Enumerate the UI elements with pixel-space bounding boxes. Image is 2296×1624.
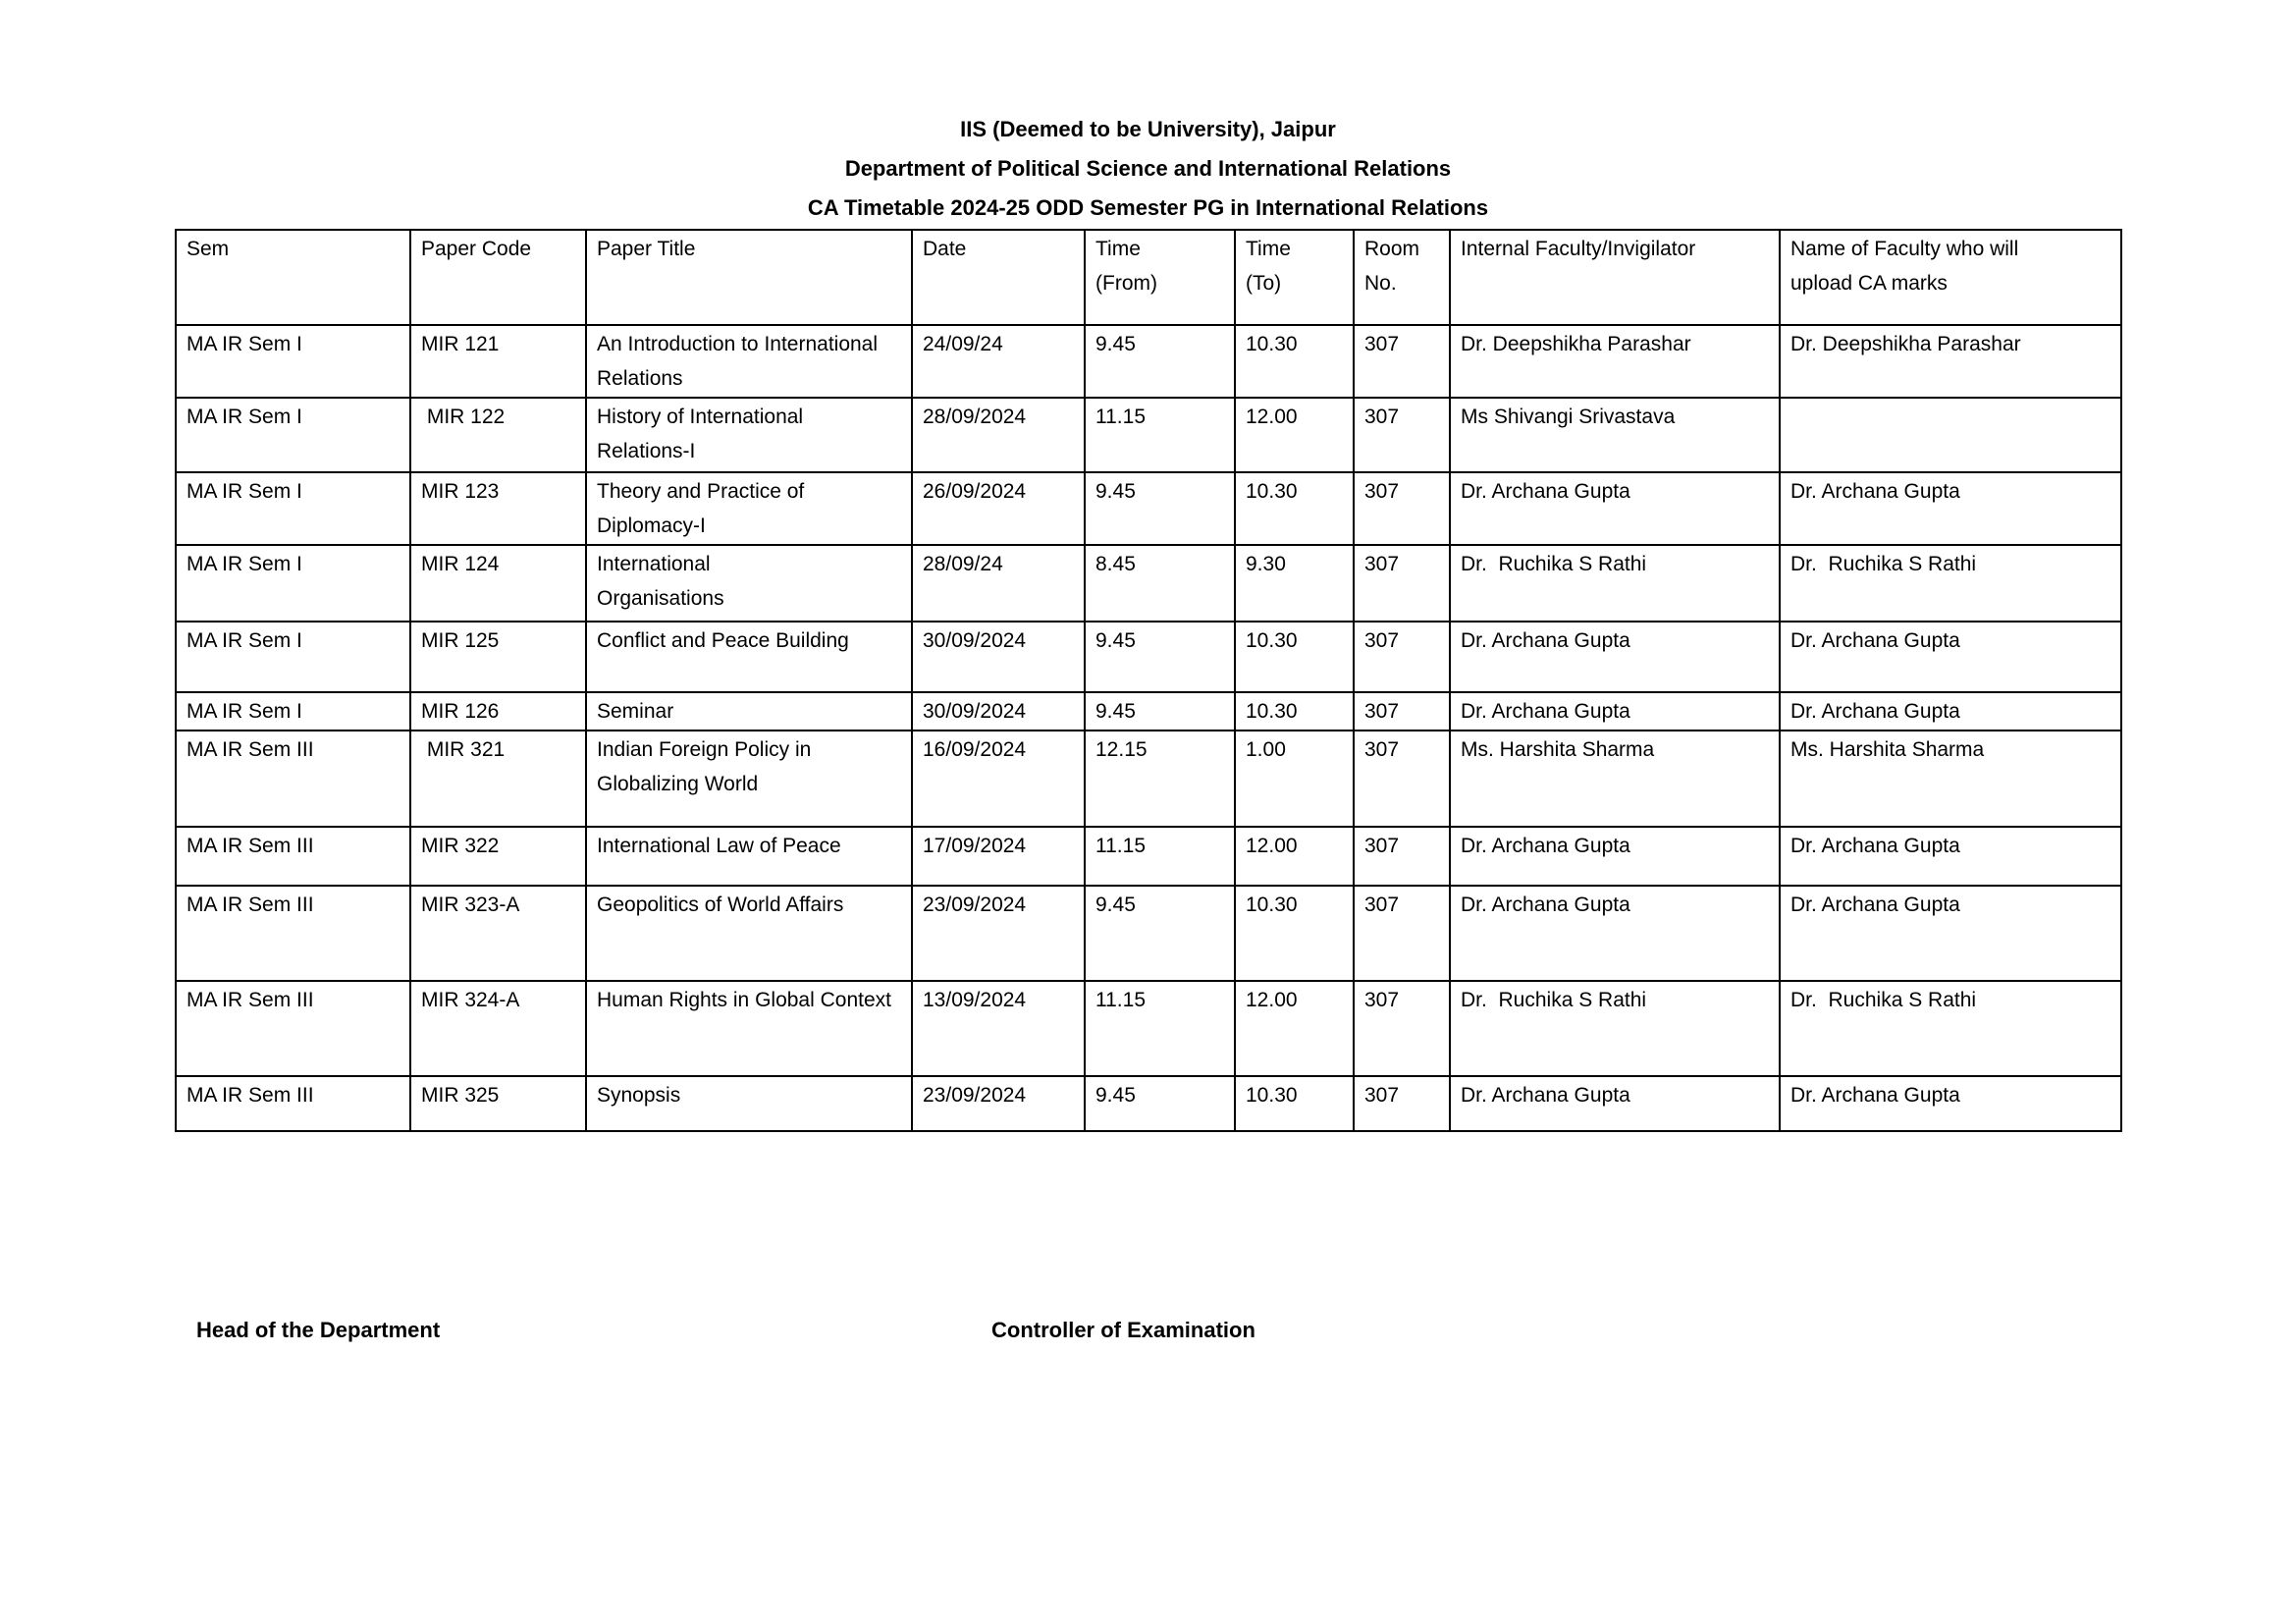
cell-paper-code: MIR 324-A [410, 981, 586, 1076]
table-row [176, 1076, 2121, 1131]
cell-paper-title: An Introduction to International Relations [586, 325, 912, 398]
cell-date: 24/09/24 [912, 325, 1085, 398]
cell-uploader: Dr. Deepshikha Parashar [1780, 325, 2121, 398]
cell-time-from: 11.15 [1085, 398, 1235, 472]
cell-room: 307 [1354, 886, 1450, 981]
cell-paper-code: MIR 122 [410, 398, 586, 472]
cell-sem: MA IR Sem I [176, 692, 410, 731]
cell-time-from: 9.45 [1085, 622, 1235, 692]
cell-paper-title: Indian Foreign Policy in Globalizing World [586, 731, 912, 827]
cell-paper-code: MIR 124 [410, 545, 586, 622]
cell-time-to: 1.00 [1235, 731, 1354, 827]
cell-sem: MA IR Sem III [176, 731, 410, 827]
cell-invigilator: Dr. Archana Gupta [1450, 692, 1780, 731]
page-title-university: IIS (Deemed to be University), Jaipur [960, 117, 1336, 141]
cell-time-to: 10.30 [1235, 472, 1354, 545]
cell-uploader: Ms. Harshita Sharma [1780, 731, 2121, 827]
cell-room: 307 [1354, 472, 1450, 545]
table-row [176, 398, 2121, 472]
cell-paper-code: MIR 125 [410, 622, 586, 692]
cell-sem: MA IR Sem I [176, 472, 410, 545]
page-title-timetable: CA Timetable 2024-25 ODD Semester PG in International Relations [807, 195, 1489, 220]
cell-paper-code: MIR 121 [410, 325, 586, 398]
cell-invigilator: Dr. Ruchika S Rathi [1450, 981, 1780, 1076]
cell-sem: MA IR Sem I [176, 398, 410, 472]
header-uploader: Name of Faculty who will upload CA marks [1780, 230, 2121, 325]
cell-uploader: Dr. Archana Gupta [1780, 622, 2121, 692]
cell-uploader: Dr. Archana Gupta [1780, 472, 2121, 545]
cell-paper-title: Geopolitics of World Affairs [586, 886, 912, 981]
ca-timetable-table [175, 229, 2122, 1132]
cell-uploader: Dr. Archana Gupta [1780, 827, 2121, 886]
header-sem: Sem [176, 230, 410, 325]
cell-invigilator: Dr. Archana Gupta [1450, 622, 1780, 692]
cell-invigilator: Dr. Archana Gupta [1450, 1076, 1780, 1131]
cell-sem: MA IR Sem III [176, 886, 410, 981]
cell-date: 17/09/2024 [912, 827, 1085, 886]
cell-uploader: Dr. Archana Gupta [1780, 692, 2121, 731]
cell-paper-title: International Organisations [586, 545, 912, 622]
cell-sem: MA IR Sem III [176, 1076, 410, 1131]
cell-room: 307 [1354, 827, 1450, 886]
cell-date: 28/09/2024 [912, 398, 1085, 472]
cell-time-to: 12.00 [1235, 827, 1354, 886]
cell-room: 307 [1354, 731, 1450, 827]
header-invigilator: Internal Faculty/Invigilator [1450, 230, 1780, 325]
cell-room: 307 [1354, 325, 1450, 398]
header-date: Date [912, 230, 1085, 325]
cell-date: 30/09/2024 [912, 622, 1085, 692]
header-time-to: Time (To) [1235, 230, 1354, 325]
header-paper-code: Paper Code [410, 230, 586, 325]
header-time-from: Time (From) [1085, 230, 1235, 325]
cell-invigilator: Dr. Deepshikha Parashar [1450, 325, 1780, 398]
cell-paper-code: MIR 321 [410, 731, 586, 827]
cell-uploader: Dr. Archana Gupta [1780, 886, 2121, 981]
cell-sem: MA IR Sem I [176, 622, 410, 692]
cell-paper-title: Theory and Practice of Diplomacy-I [586, 472, 912, 545]
cell-paper-title: Synopsis [586, 1076, 912, 1131]
cell-room: 307 [1354, 1076, 1450, 1131]
table-row [176, 692, 2121, 731]
cell-paper-code: MIR 323-A [410, 886, 586, 981]
cell-time-to: 10.30 [1235, 325, 1354, 398]
table-row [176, 325, 2121, 398]
page-title-department: Department of Political Science and International Relations [844, 156, 1452, 181]
cell-time-from: 11.15 [1085, 827, 1235, 886]
cell-uploader: Dr. Ruchika S Rathi [1780, 545, 2121, 622]
cell-room: 307 [1354, 622, 1450, 692]
signature-head-of-department: Head of the Department [196, 1318, 441, 1342]
cell-paper-title: Conflict and Peace Building [586, 622, 912, 692]
cell-invigilator: Ms Shivangi Srivastava [1450, 398, 1780, 472]
cell-room: 307 [1354, 692, 1450, 731]
cell-date: 30/09/2024 [912, 692, 1085, 731]
cell-time-to: 10.30 [1235, 886, 1354, 981]
table-row [176, 472, 2121, 545]
cell-time-from: 9.45 [1085, 1076, 1235, 1131]
cell-invigilator: Dr. Archana Gupta [1450, 827, 1780, 886]
cell-invigilator: Dr. Ruchika S Rathi [1450, 545, 1780, 622]
cell-date: 16/09/2024 [912, 731, 1085, 827]
cell-time-from: 9.45 [1085, 886, 1235, 981]
header-paper-title: Paper Title [586, 230, 912, 325]
cell-paper-title: Seminar [586, 692, 912, 731]
cell-paper-title: History of International Relations-I [586, 398, 912, 472]
cell-sem: MA IR Sem I [176, 325, 410, 398]
cell-sem: MA IR Sem III [176, 981, 410, 1076]
table-row [176, 886, 2121, 981]
cell-invigilator: Dr. Archana Gupta [1450, 472, 1780, 545]
cell-paper-title: International Law of Peace [586, 827, 912, 886]
cell-time-to: 10.30 [1235, 1076, 1354, 1131]
cell-paper-code: MIR 325 [410, 1076, 586, 1131]
cell-time-from: 11.15 [1085, 981, 1235, 1076]
cell-date: 26/09/2024 [912, 472, 1085, 545]
cell-time-to: 12.00 [1235, 981, 1354, 1076]
table-row [176, 622, 2121, 692]
cell-sem: MA IR Sem III [176, 827, 410, 886]
cell-time-to: 10.30 [1235, 692, 1354, 731]
table-row [176, 981, 2121, 1076]
table-header-row [176, 230, 2121, 325]
cell-uploader: Dr. Archana Gupta [1780, 1076, 2121, 1131]
cell-time-to: 10.30 [1235, 622, 1354, 692]
cell-room: 307 [1354, 398, 1450, 472]
cell-room: 307 [1354, 981, 1450, 1076]
table-row [176, 827, 2121, 886]
cell-date: 28/09/24 [912, 545, 1085, 622]
cell-paper-code: MIR 126 [410, 692, 586, 731]
cell-paper-title: Human Rights in Global Context [586, 981, 912, 1076]
cell-sem: MA IR Sem I [176, 545, 410, 622]
cell-time-from: 9.45 [1085, 692, 1235, 731]
cell-date: 23/09/2024 [912, 1076, 1085, 1131]
cell-date: 23/09/2024 [912, 886, 1085, 981]
cell-uploader: Dr. Ruchika S Rathi [1780, 981, 2121, 1076]
cell-time-to: 12.00 [1235, 398, 1354, 472]
cell-date: 13/09/2024 [912, 981, 1085, 1076]
table-row [176, 545, 2121, 622]
cell-uploader [1780, 398, 2121, 472]
cell-time-to: 9.30 [1235, 545, 1354, 622]
cell-invigilator: Dr. Archana Gupta [1450, 886, 1780, 981]
cell-time-from: 12.15 [1085, 731, 1235, 827]
cell-time-from: 9.45 [1085, 325, 1235, 398]
table-row [176, 731, 2121, 827]
cell-invigilator: Ms. Harshita Sharma [1450, 731, 1780, 827]
cell-room: 307 [1354, 545, 1450, 622]
cell-time-from: 8.45 [1085, 545, 1235, 622]
signature-controller-of-examination: Controller of Examination [991, 1318, 1255, 1342]
cell-paper-code: MIR 123 [410, 472, 586, 545]
cell-time-from: 9.45 [1085, 472, 1235, 545]
cell-paper-code: MIR 322 [410, 827, 586, 886]
header-room-no: Room No. [1354, 230, 1450, 325]
document-header [0, 110, 2296, 228]
